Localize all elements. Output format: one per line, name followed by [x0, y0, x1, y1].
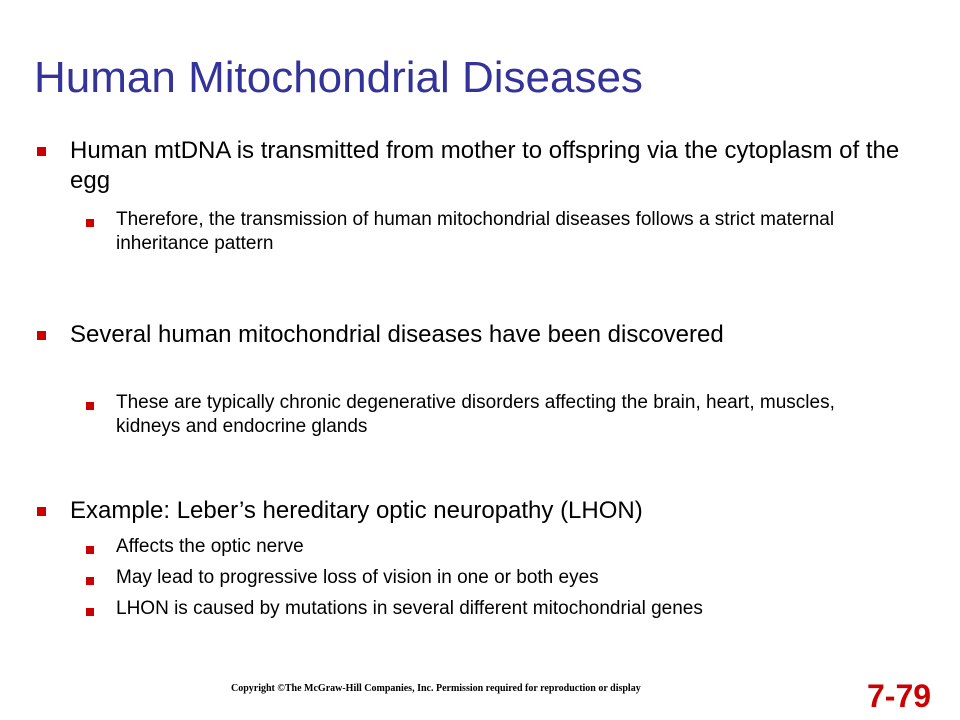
bullet-marker-icon [37, 147, 46, 156]
slide-title: Human Mitochondrial Diseases [34, 53, 643, 102]
bullet-item: Human mtDNA is transmitted from mother to offspring via the cytoplasm of the egg [70, 137, 900, 194]
sub-bullet-item: Therefore, the transmission of human mitochondrial diseases follows a strict maternal inheritance pattern [116, 209, 835, 254]
bullet-marker-icon [37, 331, 46, 340]
sub-bullet-marker-icon [86, 546, 94, 554]
sub-bullet-item: These are typically chronic degenerative disorders affecting the brain, heart, muscles, kidneys and endocrine glands [116, 392, 835, 437]
sub-bullet-marker-icon [86, 219, 94, 227]
copyright-notice: Copyright ©The McGraw-Hill Companies, Inc. Permission required for reproduction or display [231, 683, 641, 694]
bullet-item: Several human mitochondrial diseases have been discovered [70, 321, 724, 348]
sub-bullet-item: Affects the optic nerve [116, 536, 304, 557]
sub-bullet-item: May lead to progressive loss of vision in one or both eyes [116, 567, 599, 588]
sub-bullet-marker-icon [86, 608, 94, 616]
bullet-marker-icon [37, 507, 46, 516]
slide-number: 7-79 [867, 678, 932, 714]
sub-bullet-marker-icon [86, 577, 94, 585]
bullet-item: Example: Leber’s hereditary optic neuropathy (LHON) [70, 497, 643, 524]
sub-bullet-marker-icon [86, 402, 94, 410]
sub-bullet-item: LHON is caused by mutations in several different mitochondrial genes [116, 598, 703, 619]
